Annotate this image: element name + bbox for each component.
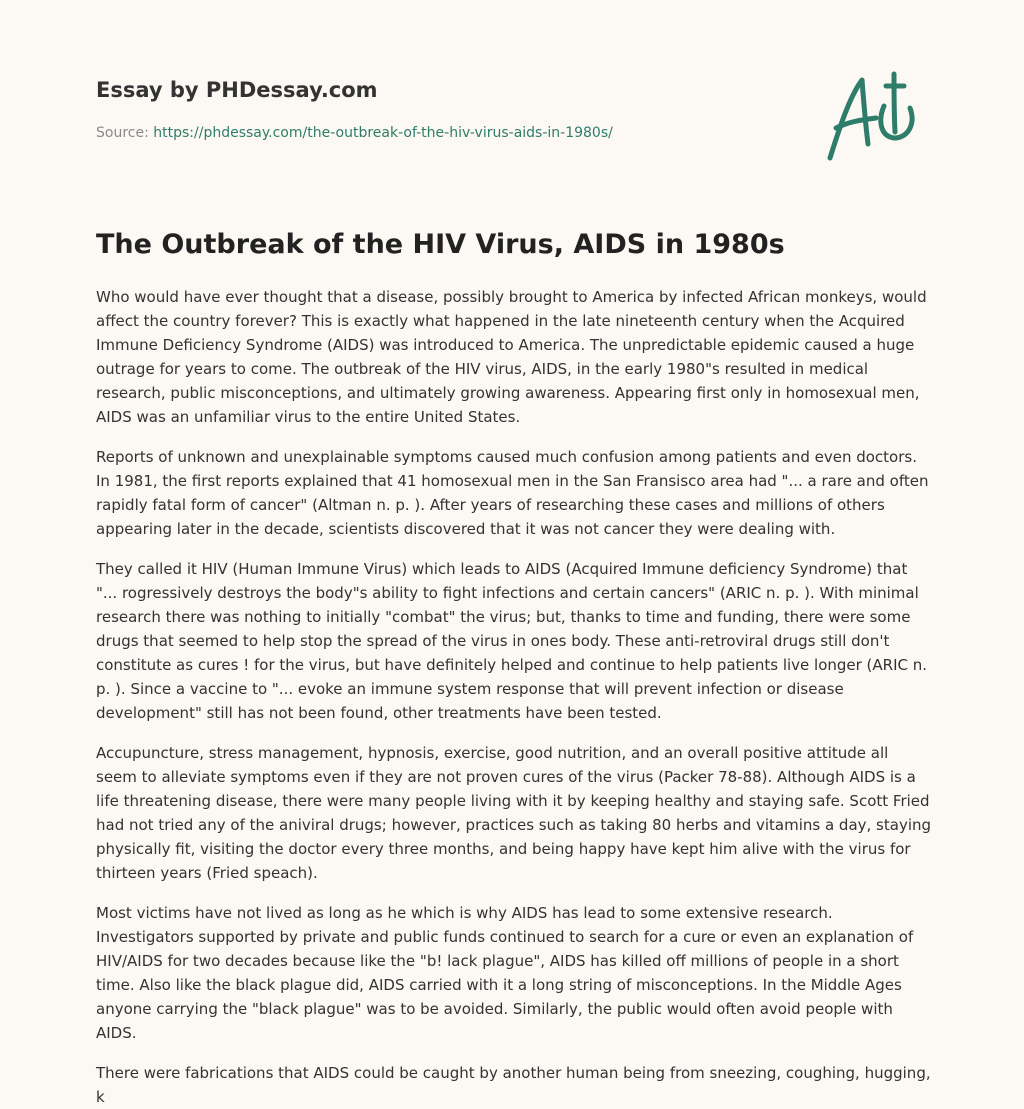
source-link[interactable]: https://phdessay.com/the-outbreak-of-the-hiv-virus-aids-in-1980s/: [153, 125, 613, 141]
essay-paragraph: Reports of unknown and unexplainable symptoms caused much confusion among patients and even doctors. In 1981, the first reports explained that 41 homosexual men in the San Fransisco area had "... a rare and often rapidly fatal form of cancer" (Altman n. p. ). After years of researching these cases and millions of others appearing later in the decade, scientists discovered that it was not cancer they were dealing with.: [96, 448, 929, 538]
a-plus-logo-icon: [820, 66, 930, 166]
essay-paragraph: Who would have ever thought that a disease, possibly brought to America by infected African monkeys, would affect the country forever? This is exactly what happened in the late nineteenth century when the Acquired Immune Deficiency Syndrome (AIDS) was introduced to America. The unpredictable epidemic caused a huge outrage for years to come. The outbreak of the HIV virus, AIDS, in the early 1980"s resulted in medical research, public misconceptions, and ultimately growing awareness. Appearing first only in homosexual men, AIDS was an unfamiliar virus to the entire United States.: [96, 288, 927, 426]
site-brand: Essay by PHDessay.com: [96, 78, 378, 102]
essay-paragraph: There were fabrications that AIDS could be caught by another human being from sneezing, coughing, hugging, k: [96, 1064, 931, 1106]
essay-paragraph: Most victims have not lived as long as he which is why AIDS has lead to some extensive research. Investigators supported by private and public funds continued to search for a cure or even an explanation of HIV/AIDS for two decades because like the "b! lack plague", AIDS has killed off millions of people in a short time. Also like the black plague did, AIDS carried with it a long string of misconceptions. In the Middle Ages anyone carrying the "black plague" was to be avoided. Similarly, the public would often avoid people with AIDS.: [96, 904, 914, 1042]
essay-paragraph: Accupuncture, stress management, hypnosis, exercise, good nutrition, and an overall positive attitude all seem to alleviate symptoms even if they are not proven cures of the virus (Packer 78-88). Although AIDS is a life threatening disease, there were many people living with it by keeping healthy and staying safe. Scott Fried had not tried any of the aniviral drugs; however, practices such as taking 80 herbs and vitamins a day, staying physically fit, visiting the doctor every three months, and being happy have kept him alive with the virus for thirteen years (Fried speach).: [96, 744, 932, 882]
essay-body: [96, 285, 932, 1106]
essay-header: [96, 76, 816, 142]
source-line: [96, 124, 816, 142]
essay-paragraph: They called it HIV (Human Immune Virus) which leads to AIDS (Acquired Immune deficiency Syndrome) that "... rogressively destroys the body"s ability to fight infections and certain cancers" (ARIC n. p. ). With minimal research there was nothing to initially "combat" the virus; but, thanks to time and funding, there were some drugs that seemed to help stop the spread of the virus in ones body. These anti-retroviral drugs still don't constitute as cures ! for the virus, but have definitely helped and continue to help patients live longer (ARIC n. p. ). Since a vaccine to "... evoke an immune system response that will prevent infection or disease development" still has not been found, other treatments have been tested.: [96, 560, 928, 722]
source-label: Source:: [96, 125, 154, 141]
essay-title: The Outbreak of the HIV Virus, AIDS in 1980s: [96, 229, 785, 260]
